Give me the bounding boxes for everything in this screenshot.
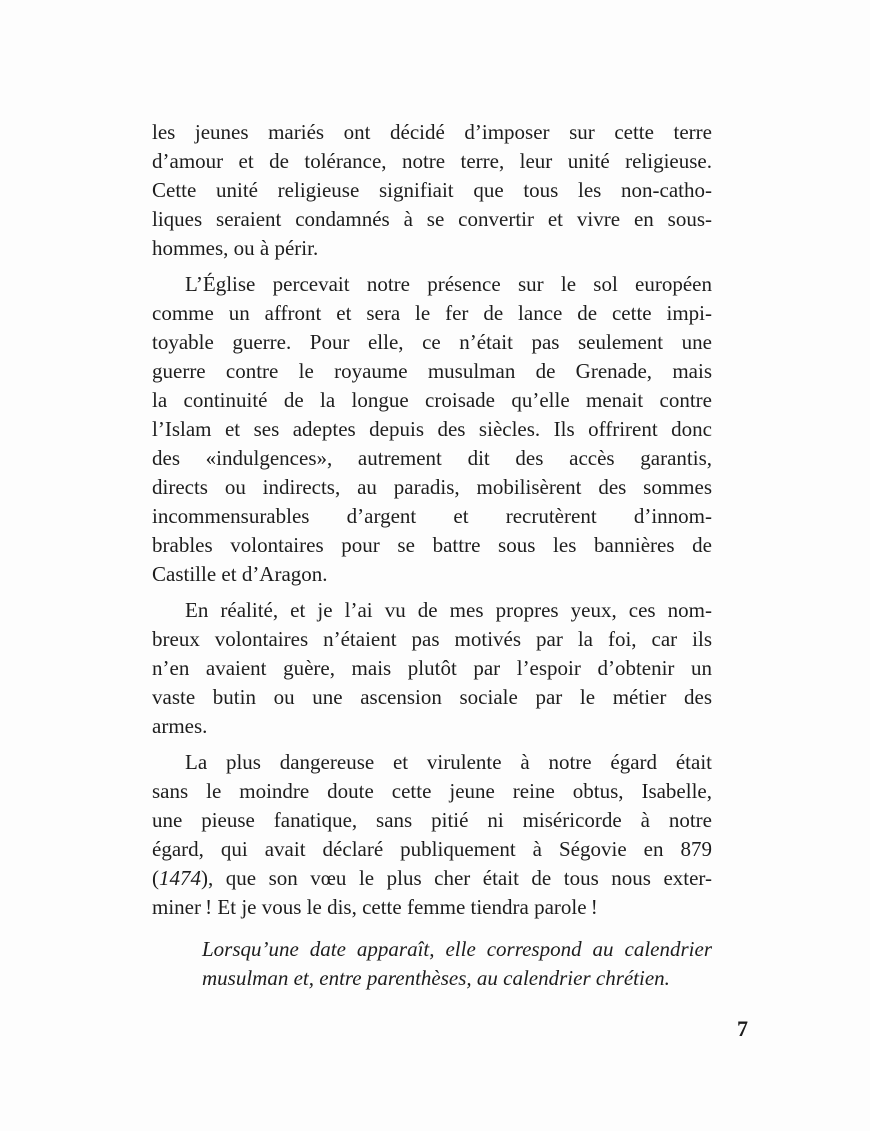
text-line: toyable guerre. Pour elle, ce n’était pas seulement une [152,330,712,354]
text-line [152,864,712,893]
text-line: armes. [152,714,208,738]
paragraph [152,118,712,263]
text-line: La plus dangereuse et virulente à notre égard était [185,750,712,774]
text-line: des «indulgences», autrement dit des accès garantis, [152,446,712,470]
text-line: n’en avaient guère, mais plutôt par l’espoir d’obtenir un [152,656,712,680]
text-line: incommensurables d’argent et recrutèrent d’innom- [152,504,712,528]
text-line: breux volontaires n’étaient pas motivés par la foi, car ils [152,627,712,651]
page-number: 7 [737,1016,748,1041]
text-line: l’Islam et ses adeptes depuis des siècles. Ils offrirent donc [152,417,712,441]
text-line: Castille et d’Aragon. [152,562,328,586]
text-line: brables volontaires pour se battre sous les bannières de [152,533,712,557]
text-line: une pieuse fanatique, sans pitié ni miséricorde à notre [152,808,712,832]
paragraph [152,270,712,589]
text-line: liques seraient condamnés à se convertir et vivre en sous- [152,207,712,231]
text-line: vaste butin ou une ascension sociale par le métier des [152,685,712,709]
text-line: Cette unité religieuse signifiait que tous les non-catho- [152,178,712,202]
text-line: sans le moindre doute cette jeune reine obtus, Isabelle, [152,779,712,803]
text-line: les jeunes mariés ont décidé d’imposer sur cette terre [152,120,712,144]
text-line: miner ! Et je vous le dis, cette femme tiendra parole ! [152,895,598,919]
text-line: directs ou indirects, au paradis, mobilisèrent des sommes [152,475,712,499]
paragraph [152,596,712,741]
body-text-block [152,118,712,993]
text-line: égard, qui avait déclaré publiquement à Ségovie en 879 [152,837,712,861]
paren-open: ( [152,866,159,890]
hijri-to-gregorian-year: 1474 [159,866,201,890]
text-line: hommes, ou à périr. [152,236,319,260]
line-remainder: ), que son vœu le plus cher était de tous nous exter- [201,866,712,890]
note-line: musulman et, entre parenthèses, au calendrier chrétien. [202,966,670,990]
text-line: comme un affront et sera le fer de lance de cette impi- [152,301,712,325]
text-line: guerre contre le royaume musulman de Grenade, mais [152,359,712,383]
note-line: Lorsqu’une date apparaît, elle correspond au calendrier [202,937,712,961]
text-line: d’amour et de tolérance, notre terre, leur unité religieuse. [152,149,712,173]
text-line: L’Église percevait notre présence sur le sol européen [185,272,712,296]
translator-note [202,935,712,993]
text-line: la continuité de la longue croisade qu’elle menait contre [152,388,712,412]
text-line: En réalité, et je l’ai vu de mes propres yeux, ces nom- [185,598,712,622]
paragraph [152,748,712,922]
